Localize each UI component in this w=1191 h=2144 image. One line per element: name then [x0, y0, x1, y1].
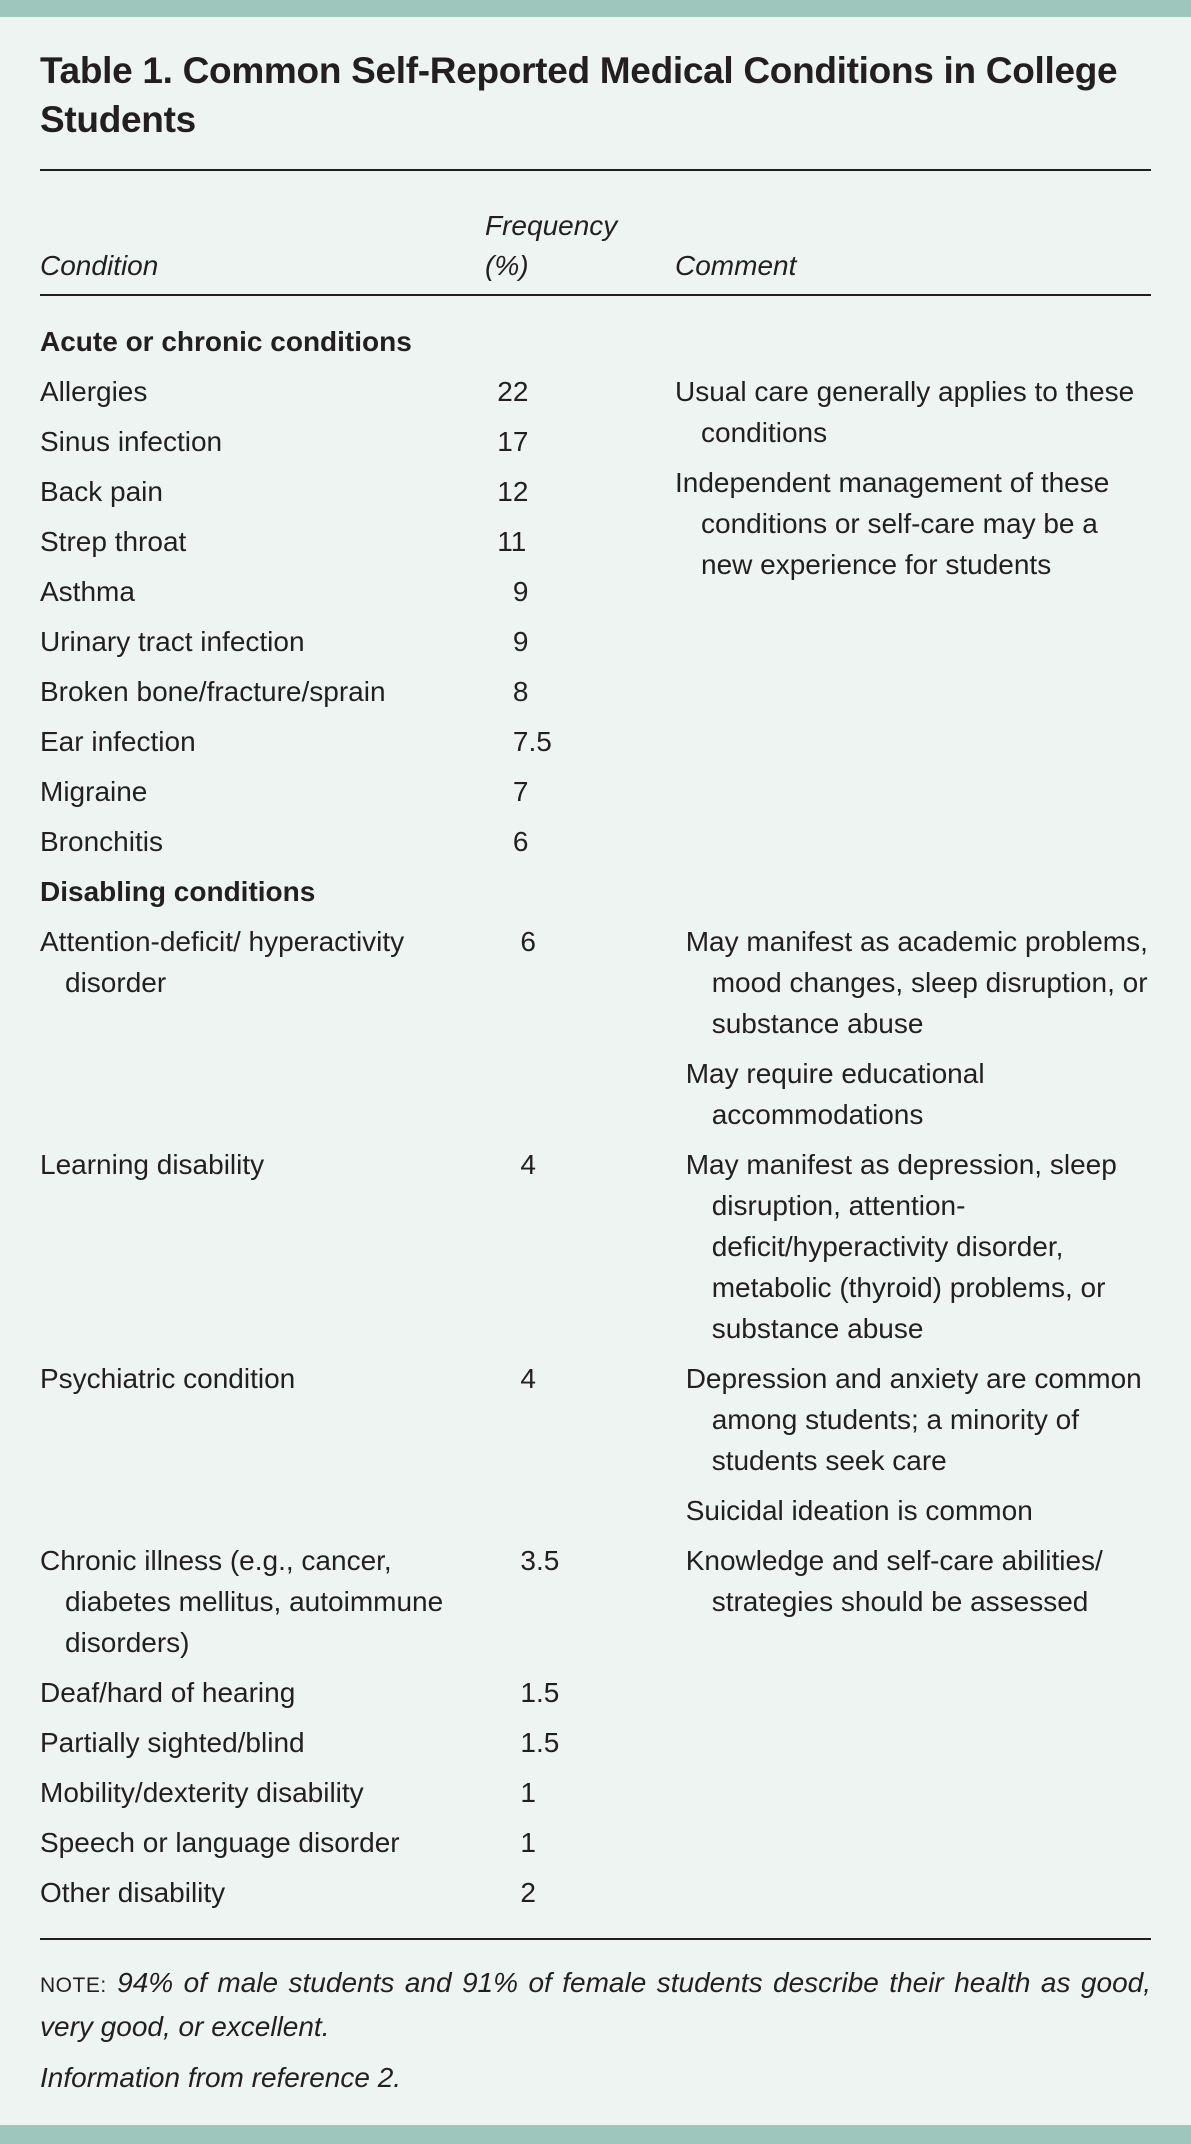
note-text: 94% of male students and 91% of female students describe their health as good, very good, or excellent. [40, 1967, 1152, 2042]
frequency-cell [500, 1822, 686, 1863]
condition-cell: Partially sighted/blind [40, 1727, 305, 1758]
table-row [40, 371, 675, 412]
comment-paragraph: Depression and anxiety are common among students; a minority of students seek care [685, 1363, 1142, 1476]
comment-paragraph: Knowledge and self-care abilities/ strategies should be assessed [685, 1545, 1103, 1617]
frequency-cell [500, 921, 686, 1135]
condition-cell: Deaf/hard of hearing [40, 1677, 296, 1708]
frequency-value: 6 [520, 926, 536, 957]
condition-cell: Asthma [40, 576, 135, 607]
table-row [40, 1872, 1151, 1913]
frequency-value: 9 [512, 626, 529, 657]
comment-cell [686, 1672, 1151, 1713]
table-row [40, 1358, 1151, 1531]
condition-cell: Attention-deficit/ hyperactivity disorder [40, 926, 405, 998]
frequency-value: 6 [512, 826, 529, 857]
table-row [40, 471, 675, 512]
comment-paragraph: May manifest as academic problems, mood changes, sleep disruption, or substance abuse [685, 926, 1148, 1039]
condition-cell: Ear infection [40, 726, 196, 757]
frequency-value: 8 [512, 676, 529, 707]
bottom-rule [40, 1938, 1151, 1940]
table-title: Table 1. Common Self-Reported Medical Conditions in College Students [40, 50, 1118, 140]
table-note [40, 1962, 1151, 2047]
frequency-value: 9 [512, 576, 529, 607]
header-frequency: Frequency [485, 210, 618, 241]
section-rows [40, 371, 675, 871]
table-row [40, 521, 675, 562]
condition-cell: Urinary tract infection [40, 626, 305, 657]
table-row [40, 1540, 1151, 1663]
top-decorative-band [0, 0, 1191, 17]
table-row [40, 671, 675, 712]
comment-cell [686, 1358, 1151, 1531]
frequency-cell [492, 371, 675, 412]
comment-paragraph: Usual care generally applies to these conditions [675, 376, 1135, 448]
condition-cell: Chronic illness (e.g., cancer, diabetes mellitus, autoimmune disorders) [40, 1545, 444, 1658]
header-condition: Condition [40, 250, 159, 281]
bottom-decorative-band [0, 2125, 1191, 2144]
table-row [40, 771, 675, 812]
comment-paragraph: May manifest as depression, sleep disruption, attention-deficit/hyperactivity disorder, metabolic (thyroid) problems, or substance abuse [685, 1149, 1117, 1344]
condition-cell: Strep throat [40, 526, 187, 557]
table-row [40, 421, 675, 462]
frequency-value: 22 [497, 376, 529, 407]
condition-cell: Speech or language disorder [40, 1827, 400, 1858]
comment-cell [686, 1144, 1151, 1349]
frequency-value: 3.5 [520, 1545, 560, 1576]
frequency-cell [500, 1722, 686, 1763]
frequency-value: 12 [497, 476, 529, 507]
title-rule [40, 169, 1151, 171]
header-frequency-unit: (%) [485, 250, 529, 281]
comment-paragraph: Independent management of these conditions or self-care may be a new experience for students [675, 467, 1110, 580]
frequency-value: 1.5 [520, 1677, 560, 1708]
table-row [40, 621, 675, 662]
header-rule [40, 294, 1151, 296]
table-row [40, 1672, 1151, 1713]
comment-cell [686, 1822, 1151, 1863]
frequency-value: 1.5 [520, 1727, 560, 1758]
condition-cell: Mobility/dexterity disability [40, 1777, 364, 1808]
frequency-value: 2 [520, 1877, 536, 1908]
frequency-cell [500, 1672, 686, 1713]
frequency-cell [492, 821, 675, 862]
table-row [40, 721, 675, 762]
comment-paragraph: May require educational accommodations [685, 1058, 985, 1130]
frequency-cell [492, 721, 675, 762]
table-body [40, 321, 1151, 1922]
table-row [40, 821, 675, 862]
frequency-value: 1 [520, 1827, 536, 1858]
comment-cell [686, 1722, 1151, 1763]
condition-cell: Other disability [40, 1877, 226, 1908]
frequency-cell [492, 571, 675, 612]
condition-cell: Migraine [40, 776, 148, 807]
frequency-value: 7.5 [512, 726, 552, 757]
frequency-cell [500, 1358, 686, 1531]
condition-cell: Sinus infection [40, 426, 223, 457]
table-row [40, 571, 675, 612]
frequency-cell [492, 671, 675, 712]
source-note: Information from reference 2. [40, 2062, 402, 2093]
frequency-cell [500, 1872, 686, 1913]
frequency-value: 4 [520, 1149, 536, 1180]
comment-cell [686, 1772, 1151, 1813]
comment-cell [686, 921, 1151, 1135]
section-heading: Acute or chronic conditions [40, 326, 412, 357]
note-label: NOTE: [40, 1974, 107, 1997]
condition-cell: Back pain [40, 476, 163, 507]
frequency-cell [500, 1144, 686, 1349]
frequency-cell [500, 1540, 686, 1663]
frequency-value: 1 [520, 1777, 536, 1808]
condition-cell: Psychiatric condition [40, 1363, 296, 1394]
frequency-value: 17 [497, 426, 529, 457]
frequency-cell [500, 1772, 686, 1813]
condition-cell: Allergies [40, 376, 148, 407]
condition-cell: Learning disability [40, 1149, 265, 1180]
comment-paragraph: Suicidal ideation is common [685, 1495, 1033, 1526]
table-row [40, 1144, 1151, 1349]
frequency-cell [492, 471, 675, 512]
comment-cell [686, 1540, 1151, 1663]
frequency-value: 4 [520, 1363, 536, 1394]
frequency-cell [492, 521, 675, 562]
table-row [40, 921, 1151, 1135]
frequency-value: 11 [497, 526, 527, 557]
frequency-cell [492, 421, 675, 462]
table-row [40, 1822, 1151, 1863]
frequency-cell [492, 621, 675, 662]
table-row [40, 1722, 1151, 1763]
comment-cell [686, 1872, 1151, 1913]
condition-cell: Bronchitis [40, 826, 163, 857]
section-group [40, 371, 1151, 871]
header-comment: Comment [675, 250, 797, 281]
section-heading: Disabling conditions [40, 876, 316, 907]
table-row [40, 1772, 1151, 1813]
frequency-cell [492, 771, 675, 812]
condition-cell: Broken bone/fracture/sprain [40, 676, 386, 707]
section-comments [675, 371, 1151, 871]
frequency-value: 7 [512, 776, 529, 807]
